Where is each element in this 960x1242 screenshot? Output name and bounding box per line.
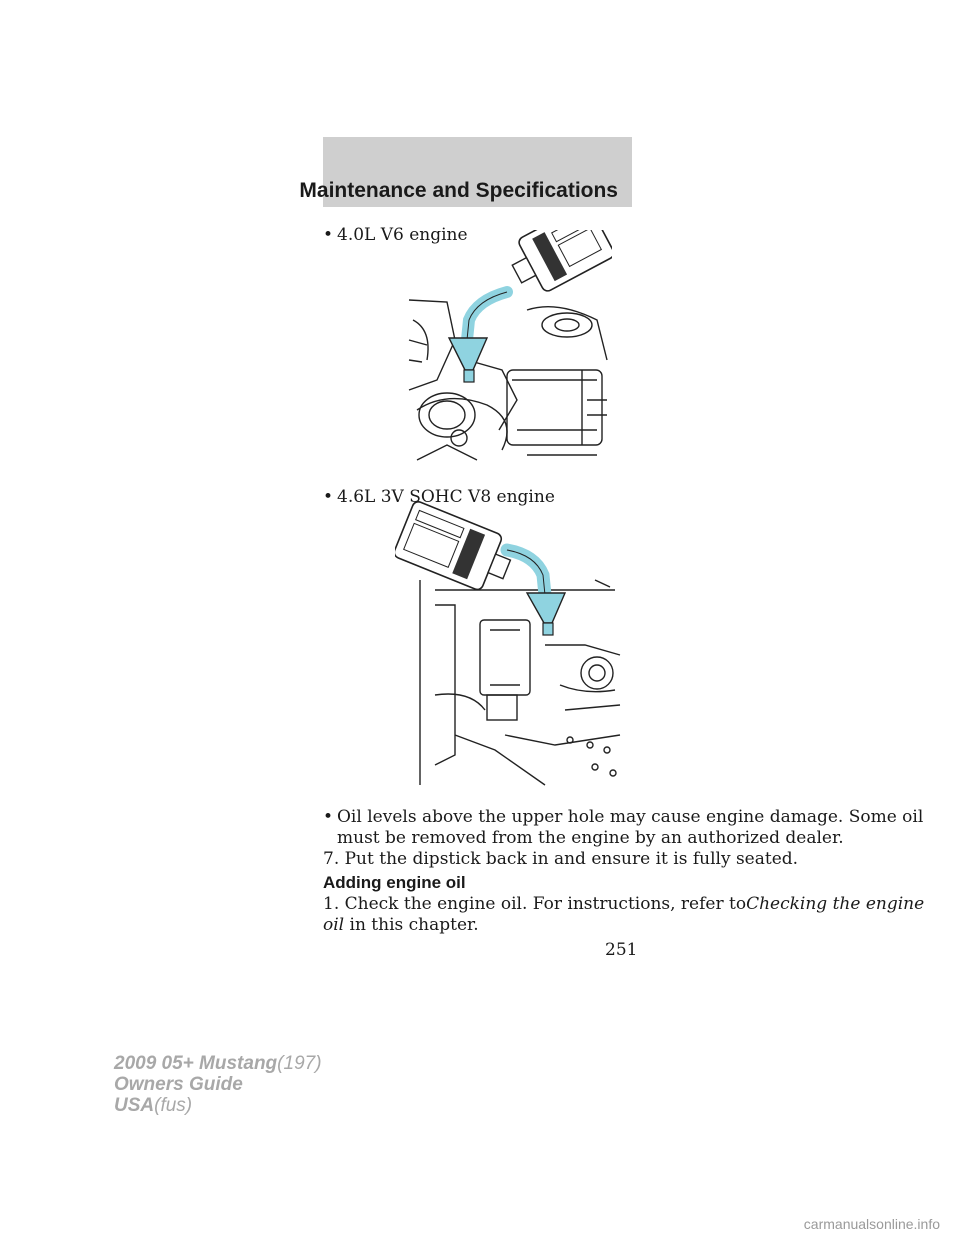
- bullet-dot: •: [323, 225, 334, 245]
- adding-step-1: [323, 894, 924, 915]
- bullet-dot: •: [323, 807, 334, 827]
- footer-guide: Owners Guide: [114, 1074, 243, 1095]
- footer-region: USA: [114, 1095, 155, 1116]
- oil-level-warning-line1: Oil levels above the upper hole may cause engine damage. Some oil: [337, 807, 924, 827]
- adding-step-1-reference: Checking the engine: [746, 894, 925, 914]
- adding-step-1-prefix: 1. Check the engine oil. For instructions, refer to: [323, 894, 747, 914]
- v6-oil-fill-illustration: [407, 230, 612, 465]
- v8-oil-fill-illustration: [395, 495, 627, 790]
- page-number: 251: [605, 940, 638, 960]
- bullet-v8-label: 4.6L 3V SOHC V8 engine: [337, 487, 555, 507]
- watermark: carmanualsonline.info: [803, 1216, 940, 1232]
- adding-engine-oil-heading: Adding engine oil: [323, 873, 466, 892]
- adding-step-1-cont: [323, 915, 479, 936]
- bullet-v6-label: 4.0L V6 engine: [337, 225, 468, 245]
- header-band: [299, 137, 632, 207]
- footer-model-code: (197): [277, 1053, 322, 1074]
- step-7-text: 7. Put the dipstick back in and ensure it is fully seated.: [323, 849, 799, 869]
- section-title: Maintenance and Specifications: [299, 179, 618, 202]
- adding-step-1-reference-end: oil: [323, 915, 345, 935]
- footer-doc-info: [114, 1053, 322, 1116]
- bullet-dot: •: [323, 487, 334, 507]
- footer-region-code: (fus): [154, 1095, 193, 1116]
- oil-level-warning-line2: must be removed from the engine by an authorized dealer.: [337, 828, 844, 848]
- footer-model: 2009 05+ Mustang: [114, 1053, 278, 1074]
- adding-step-1-suffix: in this chapter.: [349, 915, 479, 935]
